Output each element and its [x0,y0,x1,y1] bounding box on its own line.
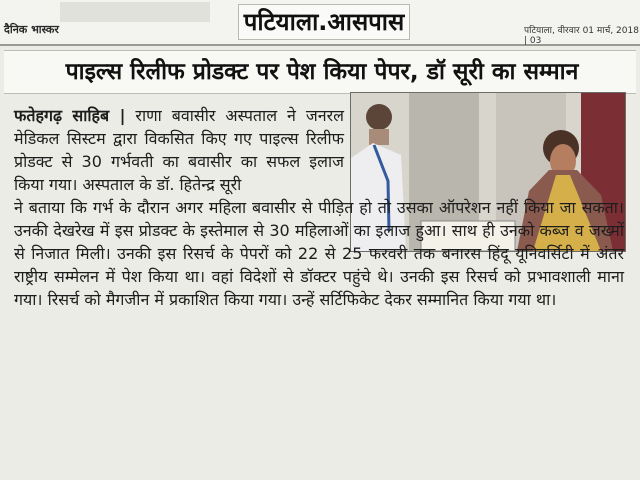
faded-heading-area [60,2,210,22]
article-lead-text: राणा बवासीर अस्पताल ने जनरल मेडिकल सिस्टम द्वारा विकसित किए गए पाइल्स रिलीफ प्रोडक्ट से 30 गर्भवती का बवासीर का सफल इलाज किया गया। अस्पताल के डॉ. हितेन्द्र सूरी [14,106,344,194]
headline-box [4,50,636,94]
section-title: पटियाला.आसपास [238,4,410,40]
article-headline: पाइल्स रिलीफ प्रोडक्ट पर पेश किया पेपर, डॉ सूरी का सम्मान [65,59,579,85]
article-text [14,104,624,470]
article-lead-column [14,104,344,196]
article-byline: फतेहगढ़ साहिब | [14,106,126,125]
newspaper-masthead [0,0,640,46]
newspaper-logo: दैनिक भास्कर [4,23,59,36]
dateline: पटियाला, वीरवार 01 मार्च, 2018 | 03 [524,26,639,46]
article-body-text: ने बताया कि गर्भ के दौरान अगर महिला बवासीर से पीड़ित हो तो उसका ऑपरेशन नहीं किया जा सकता। उनकी देखरेख में इस प्रोडक्ट के इस्तेमाल से 30 महिलाओं का इलाज हुआ। साथ ही उनको कब्ज व जख्मों से निजात मिली। उनकी इस रिसर्च के पेपरों को 22 से 25 फरवरी तक बनारस हिंदू यूनिवर्सिटी में अंतर राष्ट्रीय सम्मेलन में पेश किया था। वहां विदेशों से डॉक्टर पहुंचे थे। उनकी इस रिसर्च को प्रभावशाली माना गया। रिसर्च को मैगजीन में प्रकाशित किया गया। उन्हें सर्टिफिकेट देकर सम्मानित किया गया था। [14,198,624,309]
